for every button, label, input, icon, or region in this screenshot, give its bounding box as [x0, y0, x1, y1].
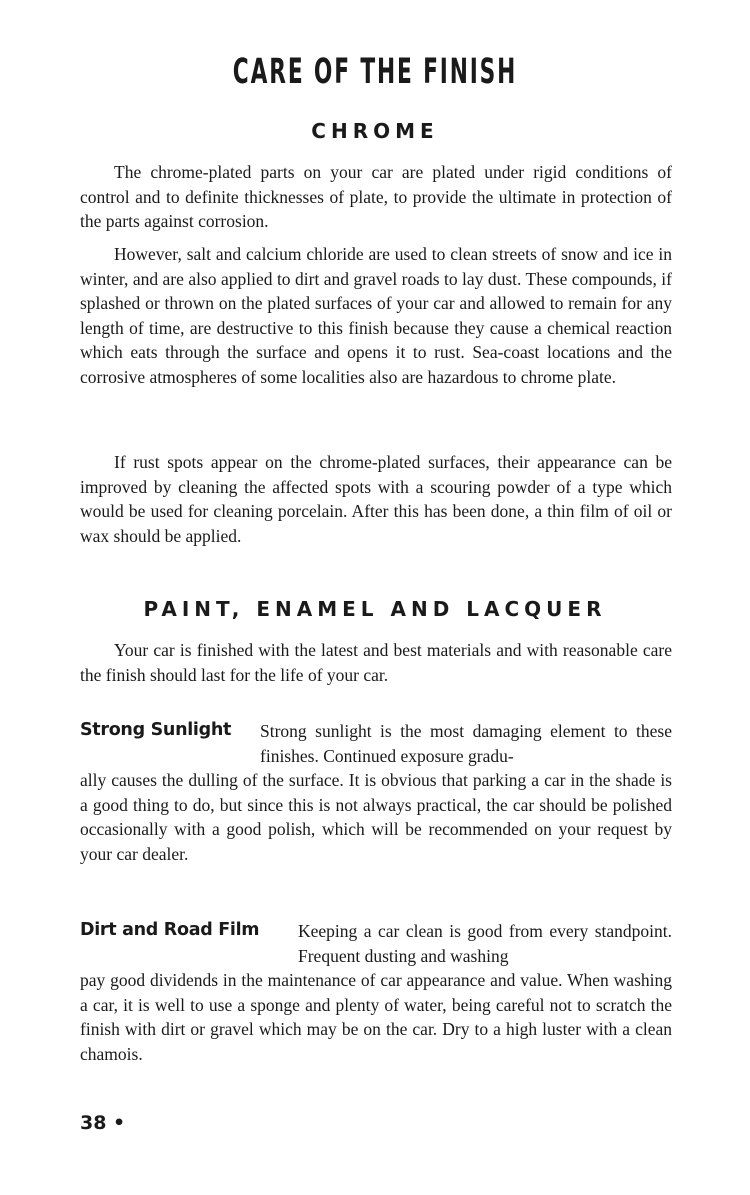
- sunlight-first-lines: Strong sunlight is the most damaging element to these finishes. Continued exposure gradu-: [260, 721, 672, 766]
- dirt-body: pay good dividends in the maintenance of car appearance and value. When washing a car, it is well to use a sponge and plenty of water, being careful not to scratch the finish with dirt or gravel which may be on the car. Dry to a high luster with a clean chamois.: [80, 970, 672, 1064]
- page-number: 38 •: [80, 1112, 126, 1134]
- page-title: CARE OF THE FINISH: [232, 52, 518, 92]
- dirt-heading: Dirt and Road Film: [80, 920, 260, 940]
- sunlight-heading: Strong Sunlight: [80, 720, 232, 740]
- chrome-heading: CHROME: [311, 119, 439, 143]
- sunlight-body: ally causes the dulling of the surface. It is obvious that parking a car in the shade is a good thing to do, but since this is not always practical, the car should be polished occasionally with a good polish, which will be recommended on your request by your car dealer.: [80, 770, 672, 864]
- chrome-paragraph-2: However, salt and calcium chloride are used to clean streets of snow and ice in winter, and are also applied to dirt and gravel roads to lay dust. These compounds, if splashed or thrown on the plated surfaces of your car and allowed to remain for any length of time, are destructive to this finish because they cause a chemical reaction which eats through the surface and opens it to rust. Sea-coast locations and the corrosive atmospheres of some localities also are hazardous to chrome plate.: [80, 244, 672, 387]
- chrome-paragraph-1: The chrome-plated parts on your car are plated under rigid conditions of control and to definite thicknesses of plate, to provide the ultimate in protection of the parts against corrosion.: [80, 162, 672, 232]
- dirt-first-lines: Keeping a car clean is good from every standpoint. Frequent dusting and washing: [298, 921, 672, 966]
- chrome-paragraph-3: If rust spots appear on the chrome-plated surfaces, their appearance can be improved by cleaning the affected spots with a scouring powder of a type which would be used for cleaning porcelain. After this has been done, a thin film of oil or wax should be applied.: [80, 452, 672, 546]
- paint-intro: Your car is finished with the latest and best materials and with reasonable care the finish should last for the life of your car.: [80, 640, 672, 685]
- paint-heading: PAINT, ENAMEL AND LACQUER: [143, 597, 607, 621]
